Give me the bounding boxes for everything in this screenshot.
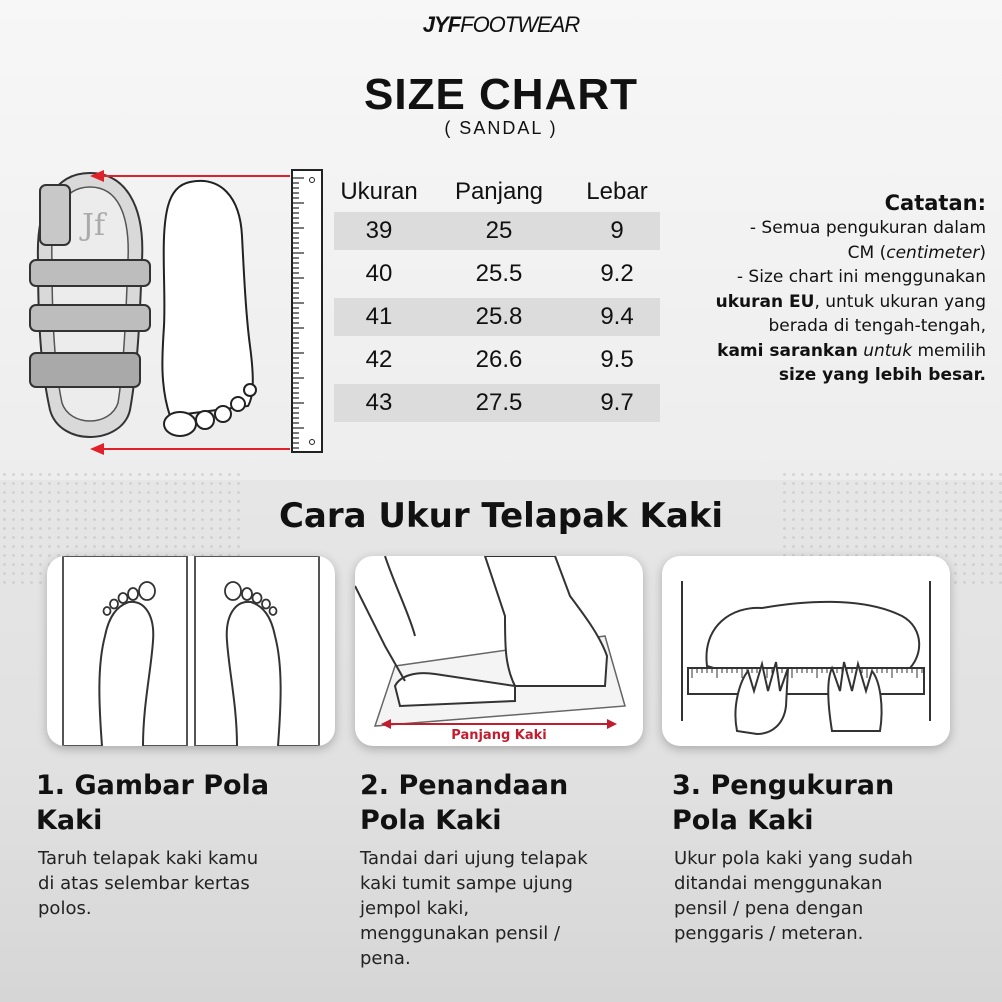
feet-on-paper-illustration: [47, 556, 335, 746]
width-cell: 9.5: [600, 346, 634, 373]
size-cell: 41: [334, 298, 424, 336]
width-cell: 9.7: [574, 384, 660, 422]
size-table: [334, 172, 660, 427]
page-title: SIZE CHART: [364, 70, 638, 119]
table-header-row: [334, 177, 660, 207]
size-cell: 42: [365, 346, 393, 373]
width-cell: 9.2: [600, 260, 634, 287]
footprint-outline: [150, 176, 270, 446]
brand-logo: JYFFOOTWEAR: [422, 12, 580, 37]
length-cell: 27.5: [424, 384, 574, 422]
table-row: [334, 212, 660, 250]
marking-foot-illustration: [355, 556, 643, 746]
ruler-illustration: [288, 168, 328, 454]
notes-heading: Catatan:: [884, 191, 986, 215]
notes-line: kami sarankan untuk memilih: [717, 340, 986, 361]
page-subtitle: ( SANDAL ): [444, 118, 558, 138]
size-cell: 43: [334, 384, 424, 422]
step3-title: 3. Pengukuran Pola Kaki: [672, 770, 895, 836]
notes-line: ukuran EU, untuk ukuran yang: [715, 291, 986, 312]
length-cell: 25.5: [475, 260, 523, 287]
size-cell: 39: [334, 212, 424, 250]
step3-description: Ukur pola kaki yang sudah ditandai menggunakan pensil / pena dengan penggaris / meteran.: [674, 848, 913, 944]
notes-line: size yang lebih besar.: [778, 365, 986, 385]
notes-block: [686, 190, 986, 388]
step2-title: 2. Penandaan Pola Kaki: [360, 770, 569, 836]
size-cell: 40: [365, 260, 393, 287]
how-to-title: Cara Ukur Telapak Kaki: [278, 496, 724, 536]
table-row: [334, 298, 660, 336]
width-cell: 9.4: [574, 298, 660, 336]
table-row: [334, 255, 660, 293]
step1-title: 1. Gambar Pola Kaki: [36, 770, 270, 836]
length-cell: 25: [424, 212, 574, 250]
length-cell: 25.8: [424, 298, 574, 336]
notes-line: - Semua pengukuran dalam: [749, 218, 986, 238]
notes-line: - Size chart ini menggunakan: [736, 267, 986, 287]
column-header-size: Ukuran: [340, 178, 418, 205]
step3-card: [662, 556, 950, 746]
step2-card: [355, 556, 643, 746]
notes-line: CM (centimeter): [847, 242, 986, 263]
table-row: [334, 384, 660, 422]
step1-description: Taruh telapak kaki kamu di atas selembar kertas polos.: [38, 848, 259, 919]
notes-line: berada di tengah-tengah,: [768, 316, 986, 336]
step1-card: [47, 556, 335, 746]
svg-text:Jf: Jf: [82, 208, 106, 243]
foot-length-label: Panjang Kaki: [451, 728, 547, 743]
column-header-width: Lebar: [586, 178, 648, 205]
table-row: [334, 341, 660, 379]
measuring-with-ruler-illustration: [662, 556, 950, 746]
length-cell: 26.6: [475, 346, 523, 373]
sandal-illustration: [20, 165, 160, 455]
column-header-length: Panjang: [454, 178, 544, 205]
width-cell: 9: [574, 212, 660, 250]
step2-description: Tandai dari ujung telapak kaki tumit sampe ujung jempol kaki, menggunakan pensil / pena.: [360, 848, 588, 969]
